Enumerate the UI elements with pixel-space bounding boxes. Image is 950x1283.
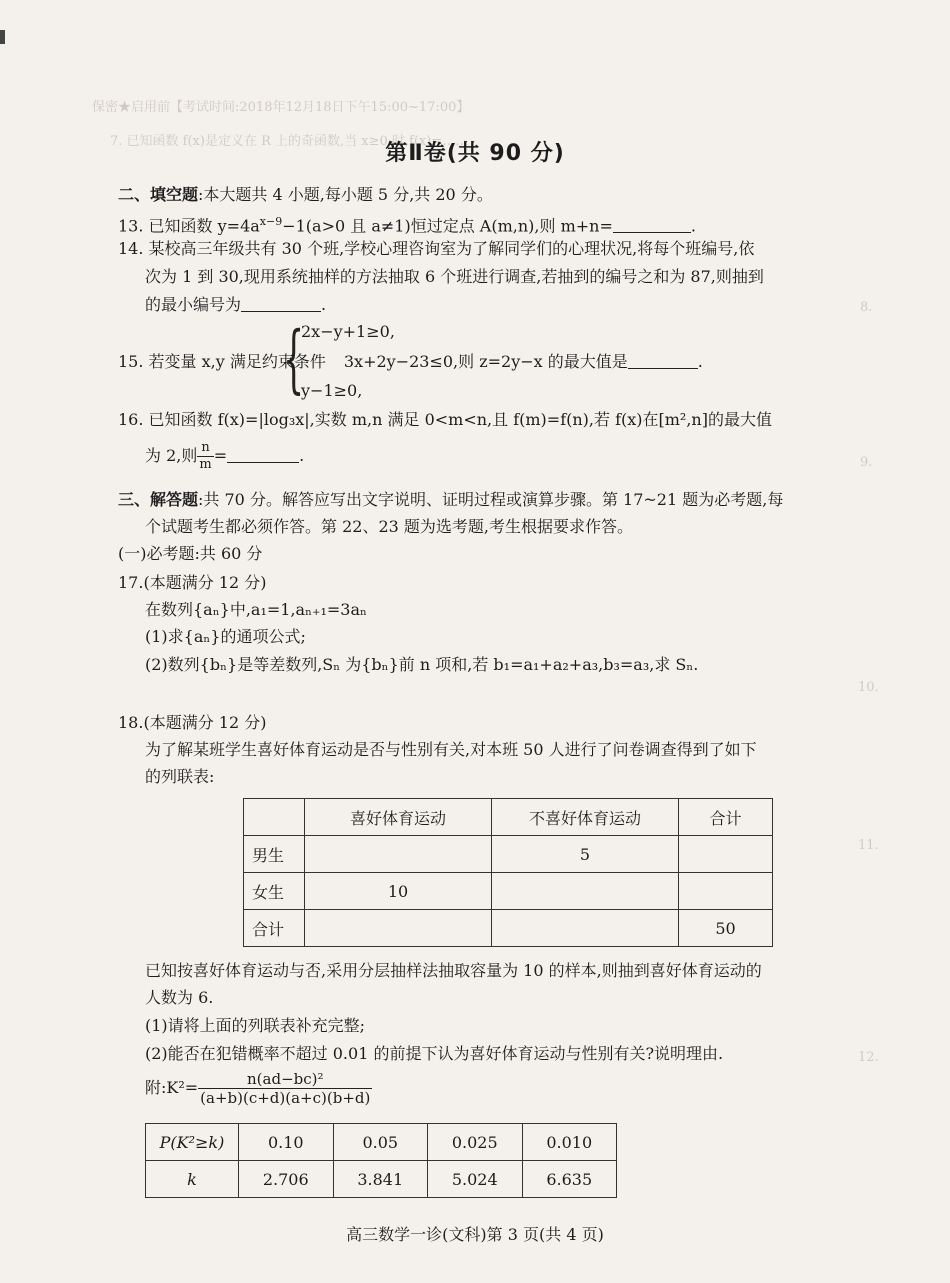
answer-blank <box>227 446 299 463</box>
table-cell: 5.024 <box>428 1161 523 1198</box>
constraint-1: 2x−y+1≥0, <box>301 322 395 341</box>
question-13: 13. 已知函数 $y=4a^{x-9}-1(a>0$ 且 a≠1)恒过定点 A(m,n),则 m+n= . <box>118 215 696 236</box>
section-solutions-heading: 三、解答题:共 70 分。解答应写出文字说明、证明过程或演算步骤。第 17~21 题为必考题,每 <box>118 490 784 509</box>
critical-value-table <box>145 1123 617 1198</box>
table-cell <box>305 836 492 873</box>
table-row <box>146 1124 617 1161</box>
question-18-title: 18.(本题满分 12 分) <box>118 713 267 732</box>
table-header-cell: 合计 <box>679 799 773 836</box>
table-cell <box>492 910 679 947</box>
section-solutions-line2: 个试题考生都必须作答。第 22、23 题为选考题,考生根据要求作答。 <box>145 517 633 536</box>
question-17-stem: 在数列{aₙ}中,a₁=1,aₙ₊₁=3aₙ <box>145 600 367 619</box>
bleed-through-text: 10. <box>858 680 879 695</box>
table-row <box>244 910 773 947</box>
table-cell <box>492 873 679 910</box>
table-cell: 0.10 <box>239 1124 334 1161</box>
table-cell <box>679 836 773 873</box>
question-17-part2: (2)数列{bₙ}是等差数列,Sₙ 为{bₙ}前 n 项和,若 b₁=a₁+a₂+a₃,b₃=a₃,求 Sₙ. <box>145 655 699 674</box>
question-18-line4: 人数为 6. <box>145 988 214 1007</box>
table-row <box>244 873 773 910</box>
question-18-part2: (2)能否在犯错概率不超过 0.01 的前提下认为喜好体育运动与性别有关?说明理由. <box>145 1044 724 1063</box>
table-cell: 男生 <box>244 836 305 873</box>
scan-edge-mark <box>0 30 5 44</box>
bleed-through-text: 7. 已知函数 f(x)是定义在 R 上的奇函数,当 x≥0 时,f(x)=…… <box>110 134 469 149</box>
page-title: 第Ⅱ卷(共 90 分) <box>385 141 565 166</box>
table-header-cell: 喜好体育运动 <box>305 799 492 836</box>
question-17-title: 17.(本题满分 12 分) <box>118 573 267 592</box>
question-14-line2: 次为 1 到 30,现用系统抽样的方法抽取 6 个班进行调查,若抽到的编号之和为 87,则抽到 <box>145 267 764 286</box>
bleed-through-text: 8. <box>860 300 873 315</box>
table-cell: 50 <box>679 910 773 947</box>
table-row <box>146 1161 617 1198</box>
contingency-table <box>243 798 773 947</box>
bleed-through-text: 保密★启用前【考试时间:2018年12月18日下午15:00~17:00】 <box>92 100 470 115</box>
table-cell: 合计 <box>244 910 305 947</box>
question-15: 15. 若变量 x,y 满足约束条件 3x+2y−23≤0,则 z=2y−x 的最大值是 . <box>118 352 703 371</box>
table-cell: 3.841 <box>333 1161 428 1198</box>
question-14-line3: 的最小编号为 . <box>145 295 327 314</box>
bleed-through-text: 11. <box>858 838 879 853</box>
bleed-through-text: 9. <box>860 455 873 470</box>
required-questions-heading: (一)必考题:共 60 分 <box>118 544 263 563</box>
table-cell: 10 <box>305 873 492 910</box>
table-cell: 女生 <box>244 873 305 910</box>
question-16-line1: 16. 已知函数 f(x)=|log₃x|,实数 m,n 满足 0<m<n,且 f(m)=f(n),若 f(x)在[m²,n]的最大值 <box>118 410 772 429</box>
bleed-through-text: 12. <box>858 1050 879 1065</box>
table-cell: 6.635 <box>522 1161 617 1198</box>
fraction-n-over-m: $\frac{n}{m}$ <box>199 440 212 472</box>
constraint-brace: { <box>283 316 305 402</box>
table-cell: 5 <box>492 836 679 873</box>
question-18-part1: (1)请将上面的列联表补充完整; <box>145 1016 366 1035</box>
table-cell: 0.025 <box>428 1124 523 1161</box>
table-header-cell: k <box>146 1161 239 1198</box>
page-footer: 高三数学一诊(文科)第 3 页(共 4 页) <box>346 1225 604 1244</box>
table-cell: 0.010 <box>522 1124 617 1161</box>
chi-square-formula: 附:K²= $\frac{\text{n(ad−bc)²}}{(a+b)(c+d)(a+c)(b+d)}$ <box>145 1070 371 1107</box>
answer-blank <box>628 352 698 369</box>
table-row <box>244 836 773 873</box>
table-row <box>244 799 773 836</box>
table-header-cell <box>244 799 305 836</box>
table-cell <box>679 873 773 910</box>
answer-blank <box>241 295 321 312</box>
table-cell <box>305 910 492 947</box>
question-17-part1: (1)求{aₙ}的通项公式; <box>145 627 306 646</box>
question-18-line1: 为了解某班学生喜好体育运动是否与性别有关,对本班 50 人进行了问卷调查得到了如下 <box>145 740 757 759</box>
table-cell: 2.706 <box>239 1161 334 1198</box>
table-header-cell: 不喜好体育运动 <box>492 799 679 836</box>
question-18-line3: 已知按喜好体育运动与否,采用分层抽样法抽取容量为 10 的样本,则抽到喜好体育运动的 <box>145 961 762 980</box>
constraint-3: y−1≥0, <box>301 381 363 400</box>
answer-blank <box>613 216 691 233</box>
table-header-cell: P(K²≥k) <box>146 1124 239 1161</box>
question-14-line1: 14. 某校高三年级共有 30 个班,学校心理咨询室为了解同学们的心理状况,将每个班编号,依 <box>118 239 755 258</box>
section-fill-in-heading: 二、填空题:本大题共 4 小题,每小题 5 分,共 20 分。 <box>118 185 493 204</box>
question-18-line2: 的列联表: <box>145 767 215 786</box>
table-cell: 0.05 <box>333 1124 428 1161</box>
question-16-line2: 为 2,则 $\frac{n}{m}$ = . <box>145 440 305 472</box>
